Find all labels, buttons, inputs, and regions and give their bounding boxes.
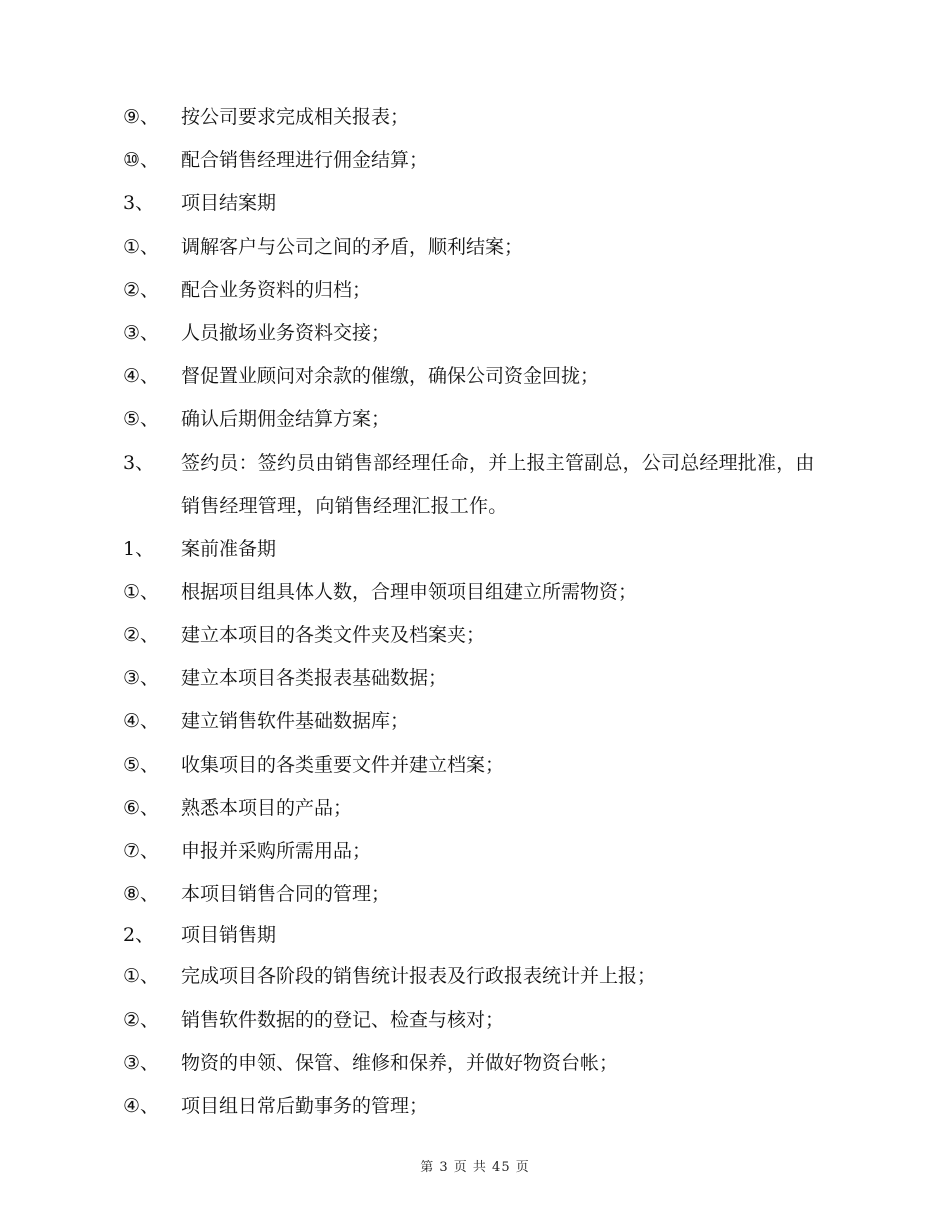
list-item bbox=[123, 787, 823, 830]
list-text: 销售软件数据的的登记、检查与核对； bbox=[181, 1008, 505, 1031]
list-marker: ③、 bbox=[123, 322, 160, 345]
list-text: 建立销售软件基础数据库； bbox=[181, 710, 410, 733]
list-text: 项目组日常后勤事务的管理； bbox=[181, 1095, 429, 1118]
list-text: 按公司要求完成相关报表； bbox=[181, 106, 410, 128]
list-item bbox=[123, 355, 823, 398]
list-item bbox=[123, 139, 823, 182]
section-heading bbox=[123, 919, 823, 951]
list-item bbox=[123, 312, 823, 355]
list-item bbox=[123, 269, 823, 312]
list-marker: ③、 bbox=[123, 667, 160, 690]
list-marker: ⑥、 bbox=[123, 796, 160, 819]
list-text: 熟悉本项目的产品； bbox=[181, 796, 353, 819]
list-item bbox=[123, 657, 823, 700]
list-item bbox=[123, 700, 823, 743]
list-text: 调解客户与公司之间的矛盾，顺利结案； bbox=[181, 235, 524, 258]
section-number: 3、 bbox=[123, 451, 155, 474]
list-text: 配合销售经理进行佣金结算； bbox=[181, 149, 429, 172]
list-text: 完成项目各阶段的销售统计报表及行政报表统计并上报； bbox=[181, 965, 657, 988]
list-text: 确认后期佣金结算方案； bbox=[181, 408, 391, 431]
list-item bbox=[123, 96, 823, 139]
list-marker: ⑩、 bbox=[123, 149, 160, 172]
list-text: 申报并采购所需用品； bbox=[181, 840, 372, 863]
list-marker: ⑧、 bbox=[123, 883, 160, 906]
list-marker: ①、 bbox=[123, 235, 160, 258]
list-marker: ①、 bbox=[123, 965, 160, 988]
list-item bbox=[123, 398, 823, 441]
list-marker: ①、 bbox=[123, 580, 160, 603]
list-item bbox=[123, 614, 823, 657]
list-marker: ④、 bbox=[123, 710, 160, 733]
list-item bbox=[123, 1085, 823, 1128]
paragraph-text: 签约员：签约员由销售部经理任命，并上报主管副总，公司总经理批准，由销售经理管理，向销售经理汇报工作。 bbox=[181, 451, 815, 517]
list-text: 配合业务资料的归档； bbox=[181, 278, 372, 301]
list-item bbox=[123, 999, 823, 1042]
list-marker: ④、 bbox=[123, 365, 160, 388]
list-text: 物资的申领、保管、维修和保养，并做好物资台帐； bbox=[181, 1051, 619, 1074]
list-item bbox=[123, 1042, 823, 1085]
section-number: 3、 bbox=[123, 192, 155, 215]
section-title: 项目结案期 bbox=[181, 192, 277, 215]
section-number: 2、 bbox=[123, 924, 155, 947]
list-text: 人员撤场业务资料交接； bbox=[181, 322, 391, 345]
list-marker: ⑤、 bbox=[123, 753, 160, 776]
list-marker: ②、 bbox=[123, 278, 160, 301]
list-item bbox=[123, 873, 823, 916]
section-title: 项目销售期 bbox=[181, 924, 277, 947]
list-item bbox=[123, 830, 823, 873]
section-number: 1、 bbox=[123, 537, 155, 560]
list-item bbox=[123, 571, 823, 614]
document-body bbox=[123, 96, 823, 1128]
list-item bbox=[123, 226, 823, 269]
list-text: 建立本项目的各类文件夹及档案夹； bbox=[181, 624, 486, 647]
page-footer: 第 3 页 共 45 页 bbox=[420, 1160, 530, 1175]
list-text: 根据项目组具体人数，合理申领项目组建立所需物资； bbox=[181, 580, 638, 603]
list-marker: ⑦、 bbox=[123, 840, 160, 863]
list-text: 本项目销售合同的管理； bbox=[181, 883, 391, 906]
section-heading bbox=[123, 528, 823, 571]
list-marker: ⑨、 bbox=[123, 106, 160, 128]
list-item bbox=[123, 744, 823, 787]
section-heading bbox=[123, 182, 823, 225]
section-heading-paragraph bbox=[123, 442, 823, 528]
list-text: 建立本项目各类报表基础数据； bbox=[181, 667, 448, 690]
list-text: 收集项目的各类重要文件并建立档案； bbox=[181, 753, 505, 776]
list-marker: ③、 bbox=[123, 1051, 160, 1074]
list-text: 督促置业顾问对余款的催缴，确保公司资金回拢； bbox=[181, 365, 600, 388]
list-marker: ②、 bbox=[123, 624, 160, 647]
list-item bbox=[123, 955, 823, 998]
list-marker: ④、 bbox=[123, 1095, 160, 1118]
list-marker: ⑤、 bbox=[123, 408, 160, 431]
section-title: 案前准备期 bbox=[181, 537, 277, 560]
list-marker: ②、 bbox=[123, 1008, 160, 1031]
